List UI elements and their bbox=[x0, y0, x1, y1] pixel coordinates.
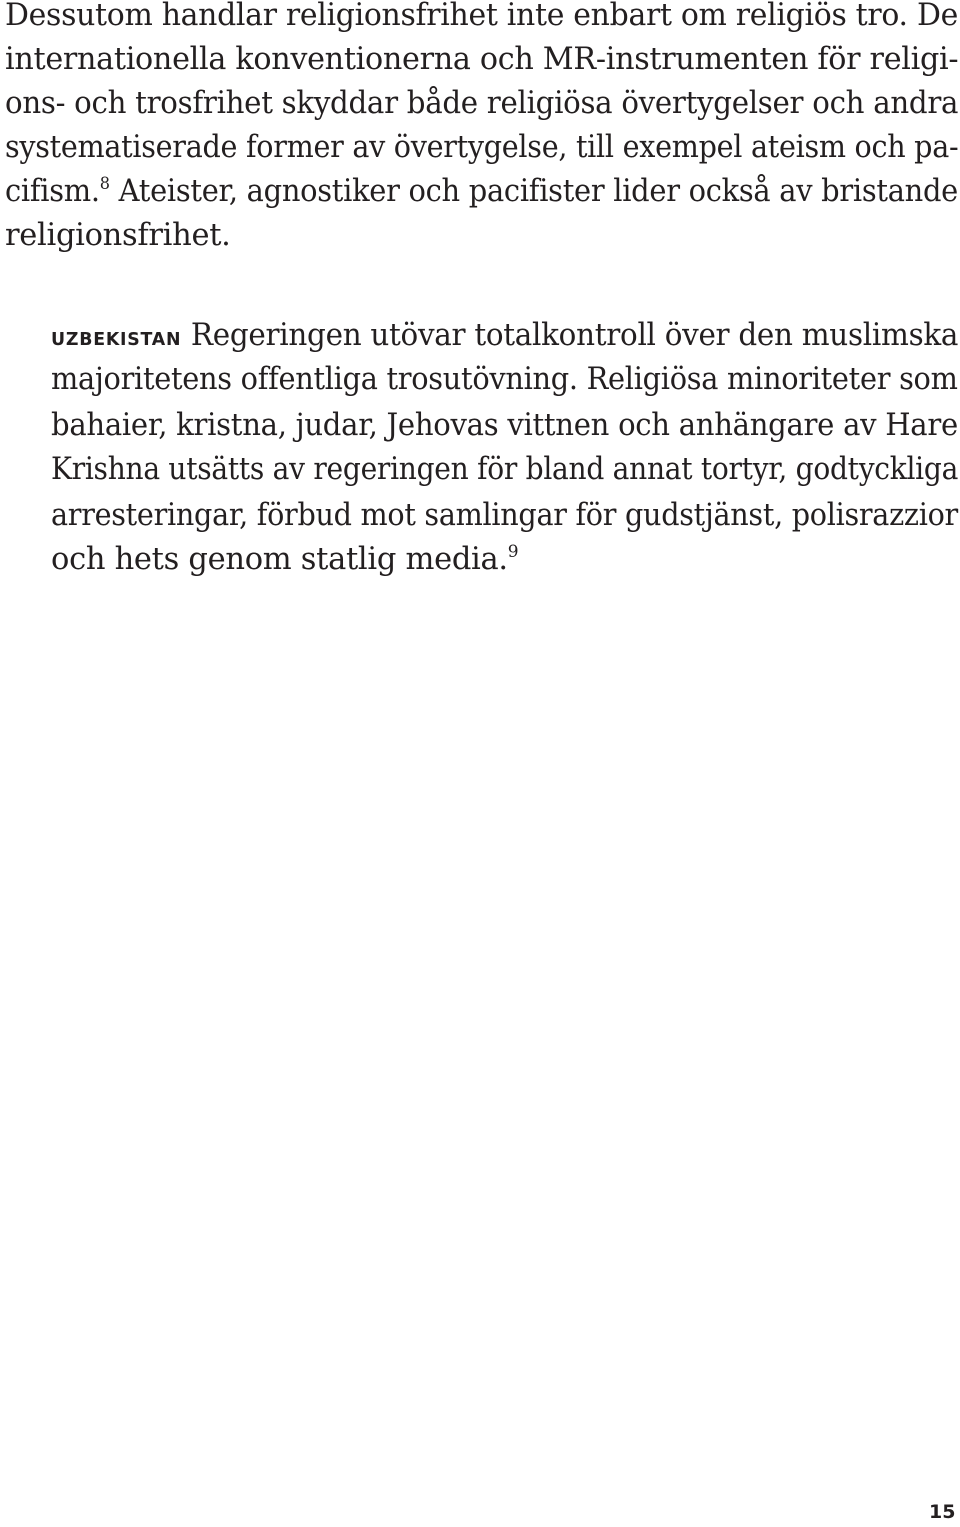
text-line: majoritetens offentliga trosutövning. Religiösa minoriteter som bbox=[51, 362, 958, 397]
text-line bbox=[51, 314, 958, 358]
text-line bbox=[51, 538, 518, 582]
text-line bbox=[5, 170, 958, 214]
text-segment: och hets genom statlig media. bbox=[51, 542, 508, 577]
page-number: 15 bbox=[929, 1501, 956, 1523]
text-line: arresteringar, förbud mot samlingar för gudstjänst, polisrazzior bbox=[51, 498, 958, 533]
text-segment: Regeringen utövar totalkontroll över den muslimska bbox=[190, 318, 959, 353]
text-line: bahaier, kristna, judar, Jehovas vittnen och anhängare av Hare bbox=[51, 408, 958, 443]
text-line: internationella konventionerna och MR-instrumenten för religi- bbox=[5, 42, 959, 77]
text-line: systematiserade former av övertygelse, till exempel ateism och pa- bbox=[5, 130, 959, 165]
footnote-reference: 9 bbox=[507, 542, 519, 562]
text-line: Krishna utsätts av regeringen för bland annat tortyr, godtyckliga bbox=[51, 452, 959, 487]
text-segment: cifism. bbox=[5, 174, 100, 209]
footnote-reference: 8 bbox=[99, 174, 110, 194]
text-segment: Ateister, agnostiker och pacifister lider också av bristande bbox=[109, 174, 958, 209]
text-line: Dessutom handlar religionsfrihet inte enbart om religiös tro. De bbox=[5, 0, 959, 33]
country-label: UZBEKISTAN bbox=[51, 329, 182, 350]
text-line: religionsfrihet. bbox=[5, 218, 231, 253]
text-line: ons- och trosfrihet skyddar både religiösa övertygelser och andra bbox=[5, 86, 959, 121]
